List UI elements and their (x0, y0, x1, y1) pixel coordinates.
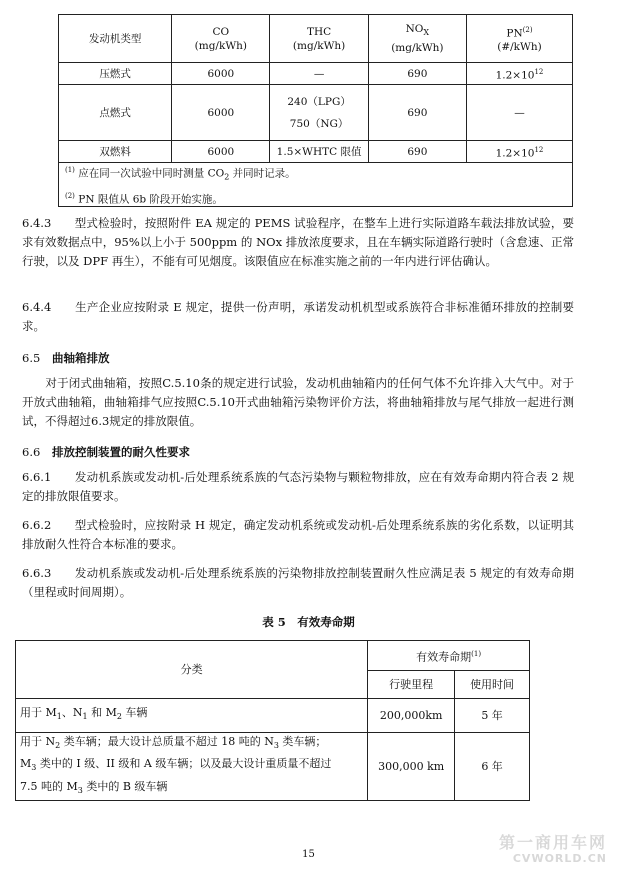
header-classification: 分类 (16, 641, 368, 699)
paragraph-6-6-2: 6.6.2 型式检验时，应按附录 H 规定，确定发动机系统或发动机-后处理系统系族的劣化系数，以证明其排放耐久性符合本标准的要求。 (22, 518, 574, 551)
header-service-time: 使用时间 (455, 671, 530, 699)
emission-limits-table (58, 14, 573, 207)
effective-life-table (15, 640, 530, 801)
header-thc: THC (mg/kWh) (270, 15, 368, 63)
table-row: 用于 $N_2$ 类车辆；最大设计总质量不超过 18 吨的 $N_3$ 类车辆； $M_3$ 类中的 I 级、II 级和 A 级车辆；以及最大设计重质量不超过 7.5 吨的 $M_3$ 类中的 B 级车辆 300,000 km 6 年 (16, 733, 530, 801)
paragraph-6-5: 对于闭式曲轴箱，按照C.5.10条的规定进行试验，发动机曲轴箱内的任何气体不允许排入大气中。对于开放式曲轴箱，曲轴箱排气应按照C.5.10开式曲轴箱污染物评价方法，将曲轴箱排放与尾气排放一起进行测试，不得超过6.3规定的排放限值。 (22, 376, 574, 428)
table-row: 压燃式 6000 — 690 $1.2\times 10^{12}$ (59, 63, 573, 85)
table-notes (59, 163, 573, 207)
paragraph-6-4-3: 6.4.3 型式检验时，按照附件 EA 规定的 PEMS 试验程序，在整车上进行实际道路车载法排放试验，要求有效数据点中，95%以上小于 500ppm 的 NOx 排放浓度要求，且在车辆实际道路行驶时（含怠速、正常行驶，以及 DPF 再生），不能有可见烟度。该限值应在标准实施之前的一年内进行评估确认。 (22, 216, 574, 268)
page-number: 15 (302, 849, 315, 860)
header-effective-life: 有效寿命期$^{(1)}$ (368, 641, 530, 671)
note-1: $^{(1)}$ 应在同一次试验中同时测量 $CO_2$ 并同时记录。 (65, 166, 296, 182)
header-nox: $NO_X$ (mg/kWh) (368, 15, 466, 63)
header-pn: PN$^{(2)}$ (#/kWh) (466, 15, 572, 63)
watermark-logo: 第一商用车网 CVWORLD.CN (498, 833, 607, 865)
header-engine-type: 发动机类型 (59, 15, 172, 63)
header-mileage: 行驶里程 (368, 671, 455, 699)
paragraph-6-6-1: 6.6.1 发动机系族或发动机-后处理系统系族的气态污染物与颗粒物排放，应在有效寿命期内符合表 2 规定的排放限值要求。 (22, 470, 574, 503)
table-row: 用于 $M_1$、$N_1$ 和 $M_2$ 车辆 200,000km 5 年 (16, 699, 530, 733)
heading-6-6: 6.6 排放控制装置的耐久性要求 (22, 445, 190, 459)
paragraph-6-6-3: 6.6.3 发动机系族或发动机-后处理系统系族的污染物排放控制装置耐久性应满足表 5 规定的有效寿命期（里程或时间周期）。 (22, 566, 574, 599)
table-row: 双燃料 6000 1.5×WHTC 限值 690 $1.2\times 10^{12}$ (59, 141, 573, 163)
header-co: CO (mg/kWh) (172, 15, 270, 63)
note-2: $^{(2)}$ PN 限值从 6b 阶段开始实施。 (65, 191, 223, 206)
table-5-caption: 表 5 有效寿命期 (262, 615, 355, 629)
heading-6-5: 6.5 曲轴箱排放 (22, 351, 110, 365)
paragraph-6-4-4: 6.4.4 生产企业应按附录 E 规定，提供一份声明，承诺发动机机型或系族符合非标准循环排放的控制要求。 (22, 300, 574, 333)
table-row: 点燃式 6000 240（LPG） 750（NG） 690 — (59, 85, 573, 141)
